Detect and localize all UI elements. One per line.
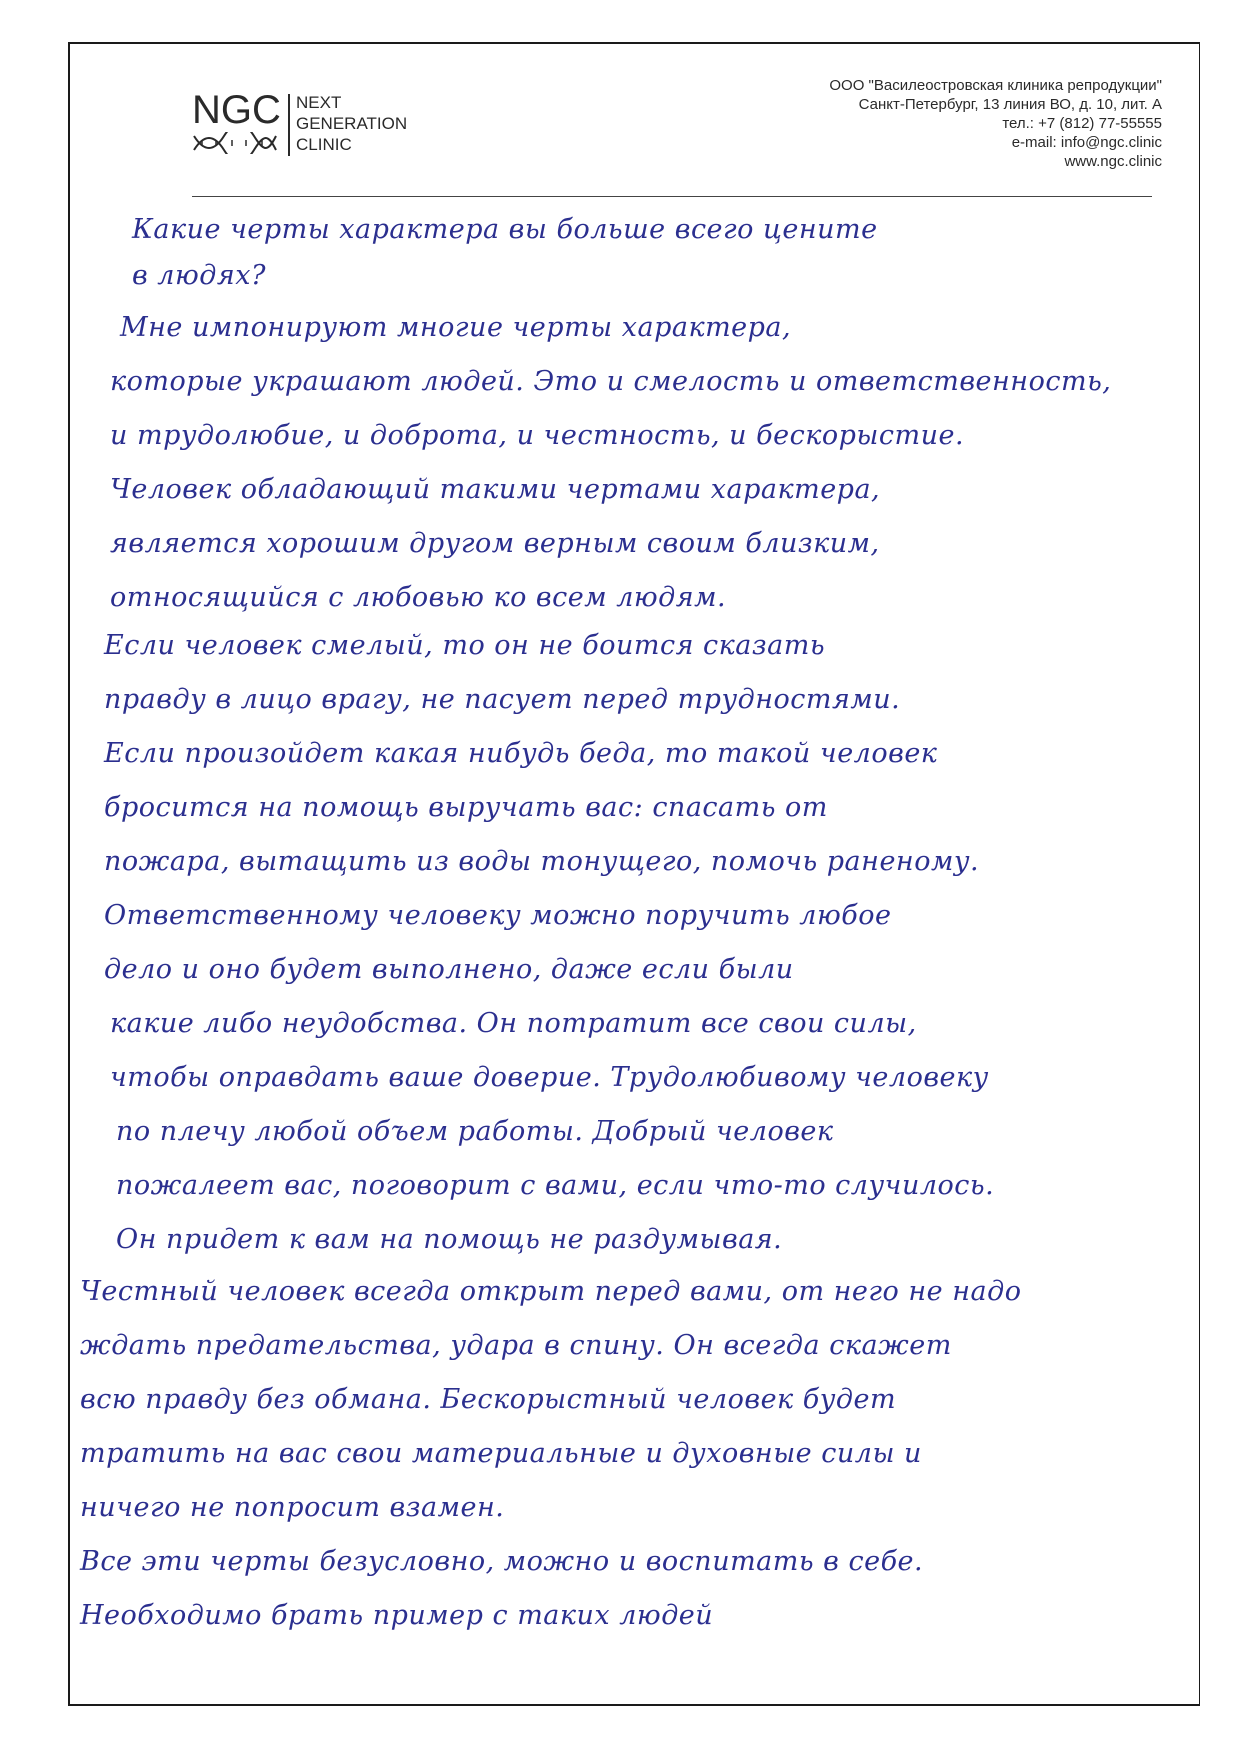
essay-line: дело и оно будет выполнено, даже если были	[104, 954, 794, 985]
clinic-logo	[192, 90, 432, 162]
essay-line: пожара, вытащить из воды тонущего, помочь раненому.	[104, 846, 980, 877]
header-divider	[192, 196, 1152, 197]
essay-line: является хорошим другом верным своим близким,	[110, 528, 880, 559]
logo-word-next: NEXT	[296, 93, 342, 112]
essay-line: которые украшают людей. Это и смелость и ответственность,	[110, 366, 1112, 397]
question-line: в людях?	[132, 260, 266, 291]
essay-line: Необходимо брать пример с таких людей	[80, 1600, 714, 1631]
essay-line: ничего не попросит взамен.	[80, 1492, 505, 1523]
essay-line: по плечу любой объем работы. Добрый человек	[116, 1116, 834, 1147]
essay-line: Мне импонируют многие черты характера,	[120, 312, 792, 343]
logo-wordmark	[296, 92, 407, 155]
essay-line: Честный человек всегда открыт перед вами, от него не надо	[80, 1276, 1022, 1307]
clinic-address: Санкт-Петербург, 13 линия ВО, д. 10, лит. А	[858, 96, 1162, 113]
question-line: Какие черты характера вы больше всего цените	[132, 214, 878, 245]
essay-line: Человек обладающий такими чертами характера,	[110, 474, 881, 505]
essay-line: и трудолюбие, и доброта, и честность, и бескорыстие.	[110, 420, 965, 451]
essay-line: какие либо неудобства. Он потратит все свои силы,	[110, 1008, 917, 1039]
essay-line: тратить на вас свои материальные и духовные силы и	[80, 1438, 922, 1469]
logo-divider	[288, 94, 290, 156]
essay-line: пожалеет вас, поговорит с вами, если что-то случилось.	[116, 1170, 995, 1201]
essay-line: Ответственному человеку можно поручить любое	[104, 900, 892, 931]
essay-line: Если произойдет какая нибудь беда, то такой человек	[104, 738, 938, 769]
logo-word-clinic: CLINIC	[296, 135, 352, 154]
essay-line: Если человек смелый, то он не боится сказать	[104, 630, 826, 661]
essay-line: Все эти черты безусловно, можно и воспитать в себе.	[80, 1546, 924, 1577]
essay-line: относящийся с любовью ко всем людям.	[110, 582, 727, 613]
dna-helix-icon	[192, 132, 278, 154]
clinic-phone: тел.: +7 (812) 77-55555	[1002, 115, 1162, 132]
logo-letters: NGC	[192, 88, 281, 132]
clinic-contact-block	[829, 76, 1162, 171]
clinic-website: www.ngc.clinic	[1064, 153, 1162, 170]
clinic-name: ООО "Василеостровская клиника репродукции"	[829, 77, 1162, 94]
essay-line: бросится на помощь выручать вас: спасать от	[104, 792, 828, 823]
clinic-email: e-mail: info@ngc.clinic	[1011, 134, 1162, 151]
essay-line: всю правду без обмана. Бескорыстный человек будет	[80, 1384, 897, 1415]
essay-line: правду в лицо врагу, не пасует перед трудностями.	[104, 684, 901, 715]
essay-line: чтобы оправдать ваше доверие. Трудолюбивому человеку	[110, 1062, 989, 1093]
logo-word-generation: GENERATION	[296, 114, 408, 133]
essay-line: ждать предательства, удара в спину. Он всегда скажет	[80, 1330, 952, 1361]
essay-line: Он придет к вам на помощь не раздумывая.	[116, 1224, 783, 1255]
